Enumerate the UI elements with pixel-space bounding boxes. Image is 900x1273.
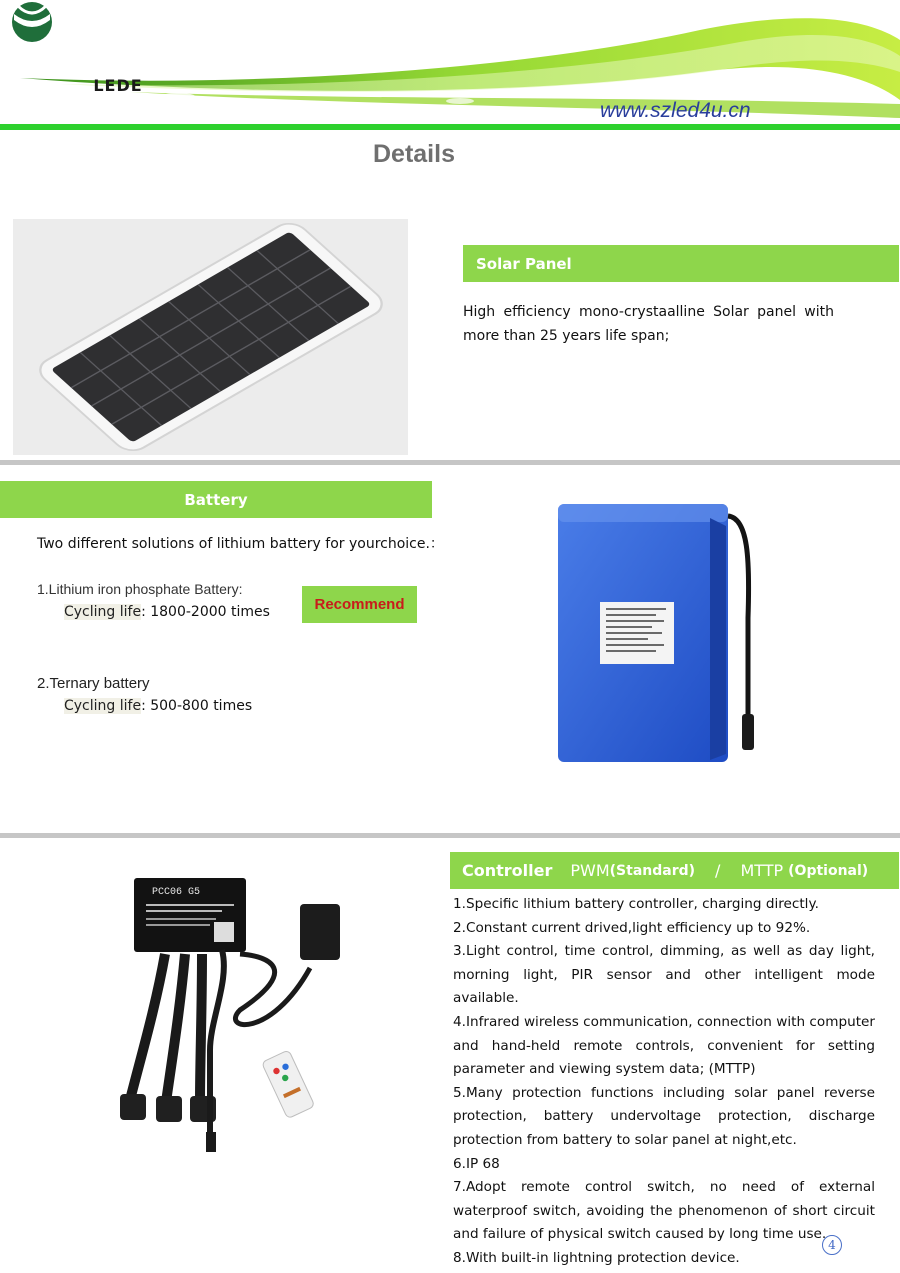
feature-item: 6.IP 68 bbox=[453, 1155, 500, 1172]
controller-mttp: MTTP bbox=[740, 861, 784, 880]
feature-item: 7.Adopt remote control switch, no need of external waterproof switch, avoiding the phenomenon of short circuit and failure of physical switch caused by long time use. bbox=[453, 1179, 875, 1243]
feature-item: 5.Many protection functions including solar panel reverse protection, battery undervoltage protection, discharge protection from battery to solar panel at night,etc. bbox=[453, 1084, 875, 1148]
section-divider bbox=[0, 833, 900, 838]
header-swoosh-graphic bbox=[0, 0, 900, 132]
website-url[interactable]: www.szled4u.cn bbox=[600, 99, 751, 122]
feature-item: 3.Light control, time control, dimming, as well as day light, morning light, PIR sensor and other intelligent mode available. bbox=[453, 943, 875, 1007]
page-number: 4 bbox=[822, 1235, 842, 1255]
section-divider bbox=[0, 460, 900, 465]
controller-feature-list bbox=[453, 893, 875, 1271]
battery-option-1-name: 1.Lithium iron phosphate Battery: bbox=[37, 581, 243, 597]
controller-mttp-note: (Optional) bbox=[788, 862, 869, 879]
lede-logo-icon bbox=[0, 0, 64, 62]
controller-device-label: PCC06 G5 bbox=[152, 887, 201, 898]
recommend-badge: Recommend bbox=[302, 586, 417, 623]
battery-option-2-cycle bbox=[64, 698, 252, 714]
page-header bbox=[0, 0, 900, 132]
page-title: Details bbox=[373, 140, 455, 168]
controller-pwm: PWM bbox=[570, 861, 610, 880]
battery-heading: Battery bbox=[0, 481, 432, 518]
controller-heading bbox=[450, 852, 899, 889]
controller-pwm-note: (Standard) bbox=[609, 862, 696, 879]
battery-option-2-name: 2.Ternary battery bbox=[37, 675, 150, 692]
feature-item: 8.With built-in lightning protection device. bbox=[453, 1249, 740, 1266]
controller-title: Controller bbox=[462, 861, 553, 880]
solar-panel-description: High efficiency mono-crystaalline Solar panel with more than 25 years life span; bbox=[463, 304, 834, 344]
controller-image bbox=[110, 870, 350, 1160]
feature-item: 4.Infrared wireless communication, connection with computer and hand-held remote controls, convenient for setting parameter and viewing system data; (MTTP) bbox=[453, 1013, 875, 1078]
logo-text: LEDE bbox=[93, 76, 143, 95]
controller-separator: / bbox=[715, 861, 721, 880]
battery-option-1-cycle bbox=[64, 604, 270, 620]
cycle-value: : 500-800 times bbox=[141, 698, 253, 714]
cycle-label: Cycling life bbox=[64, 698, 142, 714]
cycle-label: Cycling life bbox=[64, 604, 142, 620]
solar-panel-heading: Solar Panel bbox=[463, 245, 899, 282]
battery-pack-image bbox=[548, 498, 768, 768]
battery-intro: Two different solutions of lithium battery for yourchoice.： bbox=[37, 536, 444, 552]
solar-panel-image bbox=[13, 219, 408, 455]
feature-item: 2.Constant current drived,light efficiency up to 92%. bbox=[453, 919, 811, 936]
cycle-value: : 1800-2000 times bbox=[141, 604, 270, 620]
feature-item: 1.Specific lithium battery controller, charging directly. bbox=[453, 896, 819, 912]
header-green-rule bbox=[0, 124, 900, 130]
